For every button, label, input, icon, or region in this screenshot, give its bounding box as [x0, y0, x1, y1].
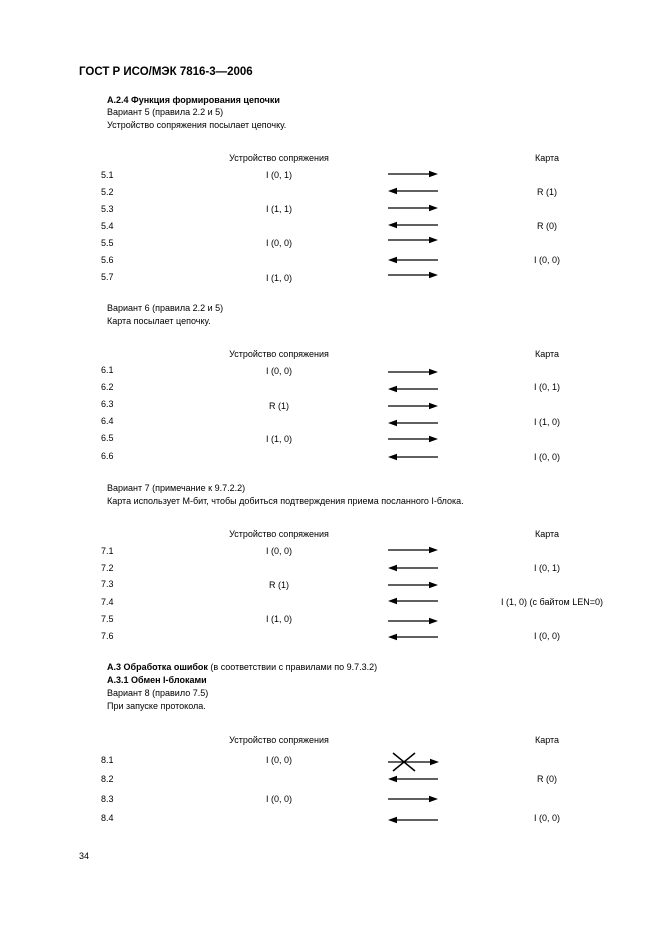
- section-heading-a3-bold: А.3 Обработка ошибок: [107, 662, 208, 672]
- page-number: 34: [79, 851, 90, 861]
- row-number: 6.1: [101, 365, 114, 375]
- row-number: 5.2: [101, 187, 114, 197]
- interface-message: I (0, 0): [265, 546, 293, 556]
- row-number: 6.5: [101, 433, 114, 443]
- row-number: 7.3: [101, 579, 114, 589]
- row-number: 7.2: [101, 563, 114, 573]
- interface-message: I (0, 0): [265, 238, 293, 248]
- card-message: R (0): [537, 221, 557, 231]
- interface-message: R (1): [269, 580, 289, 590]
- interface-message: I (0, 0): [265, 794, 293, 804]
- subsection-heading-a31: А.3.1 Обмен I-блоками: [107, 675, 207, 685]
- arrow-right-icon: [388, 795, 438, 803]
- arrow-right-icon: [388, 435, 438, 443]
- arrow-right-icon: [388, 368, 438, 376]
- row-number: 5.5: [101, 238, 114, 248]
- row-number: 6.4: [101, 416, 114, 426]
- row-number: 6.3: [101, 399, 114, 409]
- arrow-left-icon: [388, 419, 438, 427]
- row-number: 5.1: [101, 170, 114, 180]
- variant-7-desc: Карта использует М-бит, чтобы добиться подтверждения приема посланного I-блока.: [107, 496, 464, 506]
- variant-6-col-left: Устройство сопряжения: [229, 349, 329, 359]
- arrow-left-icon: [388, 775, 438, 783]
- document-header: ГОСТ Р ИСО/МЭК 7816-3—2006: [79, 66, 253, 78]
- interface-message: I (1, 0): [265, 273, 293, 283]
- row-number: 5.6: [101, 255, 114, 265]
- section-heading-a24: А.2.4 Функция формирования цепочки: [107, 95, 280, 105]
- row-number: 7.6: [101, 631, 114, 641]
- variant-6-col-right: Карта: [534, 349, 560, 359]
- card-message: R (0): [537, 774, 557, 784]
- row-number: 8.3: [101, 794, 114, 804]
- row-number: 6.6: [101, 451, 114, 461]
- interface-message: I (0, 0): [265, 755, 293, 765]
- card-message: I (0, 0): [533, 813, 561, 823]
- variant-7-col-left: Устройство сопряжения: [229, 529, 329, 539]
- row-number: 6.2: [101, 382, 114, 392]
- section-heading-a3-rest: (в соответствии с правилами по 9.7.3.2): [207, 662, 378, 672]
- variant-8-col-right: Карта: [534, 735, 560, 745]
- row-number: 8.4: [101, 813, 114, 823]
- interface-message: I (1, 0): [265, 434, 293, 444]
- arrow-left-icon: [388, 597, 438, 605]
- row-number: 5.7: [101, 272, 114, 282]
- arrow-left-icon: [388, 633, 438, 641]
- variant-5-col-right: Карта: [534, 153, 560, 163]
- interface-message: I (1, 1): [265, 204, 293, 214]
- arrow-right-icon: [388, 402, 438, 410]
- interface-message: I (1, 0): [265, 614, 293, 624]
- row-number: 8.2: [101, 774, 114, 784]
- interface-message: I (0, 1): [265, 170, 293, 180]
- card-message: I (0, 0): [533, 452, 561, 462]
- arrow-right-icon: [388, 271, 438, 279]
- variant-5-title: Вариант 5 (правила 2.2 и 5): [107, 107, 224, 117]
- card-message: I (0, 1): [533, 382, 561, 392]
- variant-8-col-left: Устройство сопряжения: [229, 735, 329, 745]
- interface-message: R (1): [269, 401, 289, 411]
- row-number: 8.1: [101, 755, 114, 765]
- arrow-left-icon: [388, 187, 438, 195]
- row-number: 7.1: [101, 546, 114, 556]
- variant-6-title: Вариант 6 (правила 2.2 и 5): [107, 303, 224, 313]
- card-message: I (1, 0): [533, 417, 561, 427]
- card-message: I (1, 0) (с байтом LEN=0): [501, 597, 603, 607]
- card-message: R (1): [537, 187, 557, 197]
- variant-5-col-left: Устройство сопряжения: [229, 153, 329, 163]
- section-heading-a3: [107, 662, 377, 672]
- variant-6-desc: Карта посылает цепочку.: [107, 316, 211, 326]
- interface-message: I (0, 0): [265, 366, 293, 376]
- row-number: 5.4: [101, 221, 114, 231]
- variant-7-col-right: Карта: [534, 529, 560, 539]
- card-message: I (0, 1): [533, 563, 561, 573]
- arrow-right-icon: [388, 204, 438, 212]
- arrow-right-icon: [388, 617, 438, 625]
- arrow-left-icon: [388, 816, 438, 824]
- arrow-right-icon: [388, 170, 438, 178]
- card-message: I (0, 0): [533, 255, 561, 265]
- arrow-right-icon: [388, 546, 438, 554]
- variant-7-title: Вариант 7 (примечание к 9.7.2.2): [107, 483, 246, 493]
- row-number: 5.3: [101, 204, 114, 214]
- variant-5-desc: Устройство сопряжения посылает цепочку.: [107, 120, 287, 130]
- arrow-right-icon: [388, 236, 438, 244]
- variant-8-desc: При запуске протокола.: [107, 701, 206, 711]
- arrow-right-icon: [388, 581, 438, 589]
- arrow-left-icon: [388, 221, 438, 229]
- arrow-left-icon: [388, 385, 438, 393]
- arrow-left-icon: [388, 256, 438, 264]
- row-number: 7.4: [101, 597, 114, 607]
- card-message: I (0, 0): [533, 631, 561, 641]
- arrow-left-icon: [388, 564, 438, 572]
- arrow-left-icon: [388, 453, 438, 461]
- arrow-right-error-icon: [388, 752, 440, 772]
- variant-8-title: Вариант 8 (правило 7.5): [107, 688, 209, 698]
- row-number: 7.5: [101, 614, 114, 624]
